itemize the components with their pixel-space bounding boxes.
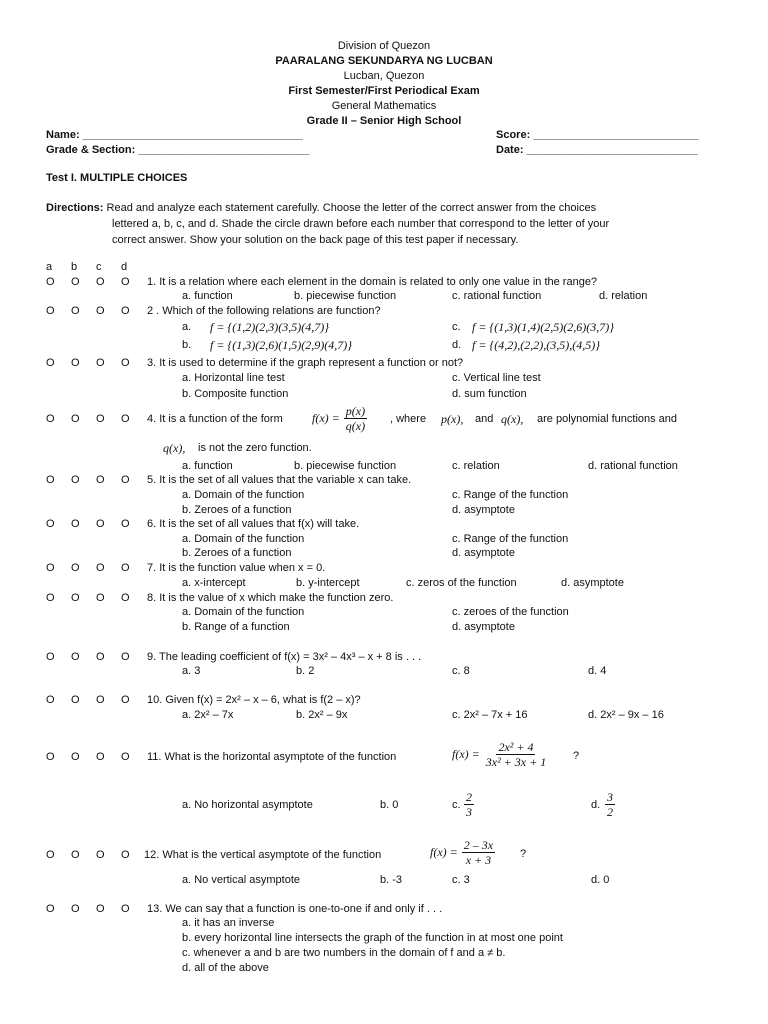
q8-choice-a: a. Domain of the function [182,606,305,618]
q11-choice-d-fraction [605,790,615,819]
exam-title: First Semester/First Periodical Exam [288,85,480,97]
q12-bubble-d[interactable]: O [121,849,130,861]
directions-line-3: correct answer. Show your solution on the back page of this test paper if necessary. [112,234,519,246]
q12-fraction [462,838,495,867]
q12-qmark: ? [520,848,527,860]
q13-bubble-c[interactable]: O [96,903,105,915]
q11-qmark: ? [573,750,580,762]
q2-bubble-d[interactable]: O [121,305,130,317]
grade-title: Grade II – Senior High School [306,115,462,127]
q11-numerator: 2x² + 4 [498,740,534,754]
bubble-header-a: a [46,261,53,273]
q6-bubble-d[interactable]: O [121,518,130,530]
q10-choice-a: a. 2x² – 7x [182,709,234,721]
q1-choice-a: a. function [182,290,233,302]
q11-denominator: 3x² + 3x + 1 [485,755,547,769]
q4-qx: q(x), [501,412,524,426]
q11-choice-c [464,790,474,819]
q10-choice-c: c. 2x² – 7x + 16 [452,709,528,721]
q2-bubble-a[interactable]: O [46,305,55,317]
q9-choice-d: d. 4 [588,665,607,677]
q8-choice-b: b. Range of a function [182,621,290,633]
q2-choice-c: f = {(1,3)(1,4)(2,5)(2,6)(3,7)} [472,320,614,334]
q5-bubble-c[interactable]: O [96,474,105,486]
q6-choice-b: b. Zeroes of a function [182,547,292,559]
directions [46,200,726,248]
q11-bubble-a[interactable]: O [46,751,55,763]
q7-choice-a: a. x-intercept [182,577,246,589]
q11-choice-d-letter: d. [591,799,601,811]
q13-choice-b: b. every horizontal line intersects the graph of the function in at most one point [182,932,563,944]
q1-bubble-b[interactable]: O [71,276,80,288]
q2-bubble-c[interactable]: O [96,305,105,317]
q4-choice-c: c. relation [452,460,500,472]
q11-fraction [484,740,548,769]
q9-stem: 9. The leading coefficient of f(x) = 3x² – 4x³ – x + 8 is . . . [147,651,422,663]
q4-qx-2: q(x), [163,441,186,455]
q4-bubble-c[interactable]: O [96,413,105,425]
q7-bubble-b[interactable]: O [71,562,80,574]
q7-bubble-a[interactable]: O [46,562,55,574]
q8-bubble-c[interactable]: O [96,592,105,604]
subject-title: General Mathematics [331,100,437,112]
q13-choice-c: c. whenever a and b are two numbers in the domain of f and a ≠ b. [182,947,506,959]
q1-stem: 1. It is a relation where each element in the domain is related to only one value in the range? [147,276,598,288]
q5-choice-c: c. Range of the function [452,489,569,501]
q11-choice-c-letter: c. [452,799,461,811]
q4-bubble-a[interactable]: O [46,413,55,425]
q3-choice-d: d. sum function [452,388,527,400]
q12-numerator: 2 – 3x [463,838,494,852]
q3-stem: 3. It is used to determine if the graph represent a function or not? [147,357,464,369]
score-field[interactable]: Score: ___________________________ [496,129,699,141]
q9-bubble-d[interactable]: O [121,651,130,663]
q9-bubble-b[interactable]: O [71,651,80,663]
q10-bubble-c[interactable]: O [96,694,105,706]
q3-choice-b: b. Composite function [182,388,289,400]
q11-choice-a: a. No horizontal asymptote [182,799,313,811]
date-field[interactable]: Date: ____________________________ [496,144,698,156]
q5-choice-a: a. Domain of the function [182,489,305,501]
q5-choice-b: b. Zeroes of a function [182,504,292,516]
q4-denominator: q(x) [345,419,366,433]
q2-bubble-b[interactable]: O [71,305,80,317]
q2-stem: 2 . Which of the following relations are function? [147,305,381,317]
q1-bubble-a[interactable]: O [46,276,55,288]
q11-choice-c-fraction [464,790,474,819]
directions-label: Directions: [46,202,104,214]
q10-bubble-a[interactable]: O [46,694,55,706]
q12-choice-b: b. -3 [380,874,403,886]
q4-tail: are polynomial functions and [537,413,678,425]
q7-choice-d: d. asymptote [561,577,624,589]
q7-stem: 7. It is the function value when x = 0. [147,562,326,574]
q1-bubble-d[interactable]: O [121,276,130,288]
q5-bubble-d[interactable]: O [121,474,130,486]
q2-choice-b-letter: b. [182,339,192,351]
test-title: Test I. MULTIPLE CHOICES [46,172,188,184]
q8-bubble-d[interactable]: O [121,592,130,604]
q12-fx: f(x) = [430,845,458,859]
q4-choice-b: b. piecewise function [294,460,397,472]
q6-choice-a: a. Domain of the function [182,533,305,545]
q11-fx: f(x) = [452,747,480,761]
q6-bubble-b[interactable]: O [71,518,80,530]
q11-formula [452,740,548,769]
q8-stem: 8. It is the value of x which make the function zero. [147,592,394,604]
q8-choice-c: c. zeroes of the function [452,606,569,618]
q11-stem: 11. What is the horizontal asymptote of the function [147,751,397,763]
q8-choice-d: d. asymptote [452,621,515,633]
q3-bubble-c[interactable]: O [96,357,105,369]
q9-bubble-a[interactable]: O [46,651,55,663]
bubble-header-b: b [71,261,78,273]
q4-bubble-d[interactable]: O [121,413,130,425]
q11-choice-d-num: 3 [607,790,613,804]
q6-stem: 6. It is the set of all values that f(x) will take. [147,518,360,530]
q11-choice-b: b. 0 [380,799,399,811]
q12-bubble-b[interactable]: O [71,849,80,861]
q11-choice-d [605,790,615,819]
q12-choice-c: c. 3 [452,874,470,886]
q12-stem: 12. What is the vertical asymptote of the function [144,849,382,861]
q3-choice-a: a. Horizontal line test [182,372,285,384]
q12-formula [430,838,495,867]
bubble-header-c: c [96,261,102,273]
q4-fraction [344,404,367,433]
q6-choice-c: c. Range of the function [452,533,569,545]
q3-bubble-a[interactable]: O [46,357,55,369]
directions-line-1: Read and analyze each statement carefully. Choose the letter of the correct answer from the choices [106,202,597,214]
q8-bubble-b[interactable]: O [71,592,80,604]
q13-bubble-a[interactable]: O [46,903,55,915]
q12-bubble-a[interactable]: O [46,849,55,861]
q10-choice-d: d. 2x² – 9x – 16 [588,709,664,721]
q2-choice-c-letter: c. [452,321,461,333]
q10-bubble-b[interactable]: O [71,694,80,706]
q10-choice-b: b. 2x² – 9x [296,709,348,721]
q4-bubble-b[interactable]: O [71,413,80,425]
q4-and: and [475,413,494,425]
grade-section-field[interactable]: Grade & Section: ____________________________ [46,144,310,156]
q12-choice-d: d. 0 [591,874,610,886]
q4-stem: 4. It is a function of the form [147,413,283,425]
q13-choice-a: a. it has an inverse [182,917,275,929]
q1-choice-b: b. piecewise function [294,290,397,302]
q2-choice-b: f = {(1,3)(2,6)(1,5)(2,9)(4,7)} [210,338,352,352]
q5-bubble-a[interactable]: O [46,474,55,486]
q7-choice-c: c. zeros of the function [406,577,517,589]
q7-choice-b: b. y-intercept [296,577,360,589]
q4-numerator: p(x) [345,404,366,418]
q13-choice-d: d. all of the above [182,962,269,974]
school-location: Lucban, Quezon [343,70,425,82]
q9-choice-c: c. 8 [452,665,470,677]
directions-line-2: lettered a, b, c, and d. Shade the circle drawn before each number that correspond to the letter of your [112,218,610,230]
q4-formula [312,404,367,433]
name-field[interactable]: Name: ____________________________________ [46,129,303,141]
q2-choice-d-letter: d. [452,339,462,351]
q11-bubble-b[interactable]: O [71,751,80,763]
q11-choice-d-den: 2 [607,805,613,819]
q5-choice-d: d. asymptote [452,504,515,516]
q12-bubble-c[interactable]: O [96,849,105,861]
q3-choice-c: c. Vertical line test [452,372,541,384]
q5-bubble-b[interactable]: O [71,474,80,486]
q11-bubble-c[interactable]: O [96,751,105,763]
q5-stem: 5. It is the set of all values that the variable x can take. [147,474,412,486]
q9-bubble-c[interactable]: O [96,651,105,663]
q10-bubble-d[interactable]: O [121,694,130,706]
q6-bubble-a[interactable]: O [46,518,55,530]
q7-bubble-d[interactable]: O [121,562,130,574]
bubble-header-d: d [121,261,128,273]
q9-choice-b: b. 2 [296,665,315,677]
q1-choice-d: d. relation [599,290,648,302]
division-title: Division of Quezon [337,40,431,52]
q4-line-2: is not the zero function. [198,442,312,454]
q12-choice-a: a. No vertical asymptote [182,874,300,886]
q12-denominator: x + 3 [465,853,492,867]
q13-stem: 13. We can say that a function is one-to-one if and only if . . . [147,903,443,915]
school-name: PAARALANG SEKUNDARYA NG LUCBAN [275,55,493,67]
q1-bubble-c[interactable]: O [96,276,105,288]
q13-bubble-d[interactable]: O [121,903,130,915]
q9-choice-a: a. 3 [182,665,201,677]
q11-choice-c-den: 3 [466,805,472,819]
q6-choice-d: d. asymptote [452,547,515,559]
q7-bubble-c[interactable]: O [96,562,105,574]
q10-stem: 10. Given f(x) = 2x² – x – 6, what is f(2 – x)? [147,694,361,706]
q4-choice-d: d. rational function [588,460,678,472]
q11-choice-c-num: 2 [466,790,472,804]
q11-bubble-d[interactable]: O [121,751,130,763]
q2-choice-a-letter: a. [182,321,192,333]
q4-where: , where [390,413,427,425]
q2-choice-a: f = {(1,2)(2,3)(3,5)(4,7)} [210,320,329,334]
q6-bubble-c[interactable]: O [96,518,105,530]
q4-fx: f(x) = [312,411,340,425]
q8-bubble-a[interactable]: O [46,592,55,604]
q3-bubble-b[interactable]: O [71,357,80,369]
q1-choice-c: c. rational function [452,290,542,302]
q4-choice-a: a. function [182,460,233,472]
q3-bubble-d[interactable]: O [121,357,130,369]
q4-px: p(x), [441,412,464,426]
q13-bubble-b[interactable]: O [71,903,80,915]
q2-choice-d: f = {(4,2),(2,2),(3,5),(4,5)} [472,338,600,352]
